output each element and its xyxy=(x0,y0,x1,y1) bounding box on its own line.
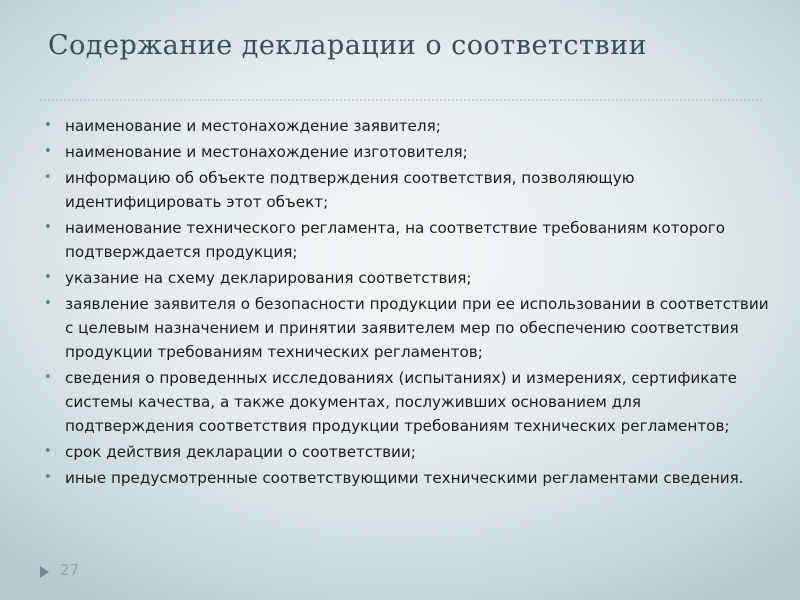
slide-title: Содержание декларации о соответствии xyxy=(48,30,648,61)
bullet-list xyxy=(44,114,774,492)
list-item xyxy=(44,114,774,138)
list-item xyxy=(44,466,774,490)
list-item xyxy=(44,366,774,438)
list-item-text: заявление заявителя о безопасности продукции при ее использовании в соответствии с целевым назначением и принятии заявителем мер по обеспечению соответствия продукции требованиям технических регламентов; xyxy=(65,295,769,361)
list-item xyxy=(44,166,774,214)
list-item-text: информацию об объекте подтверждения соответствия, позволяющую идентифицировать этот объект; xyxy=(65,169,635,211)
list-item xyxy=(44,266,774,290)
list-item-text: наименование технического регламента, на соответствие требованиям которого подтверждается продукция; xyxy=(65,219,726,261)
triangle-arrow-icon xyxy=(40,566,49,578)
bullet-icon: • xyxy=(44,444,52,459)
bullet-icon: • xyxy=(44,118,52,133)
slide-number: 27 xyxy=(60,561,80,579)
bullet-icon: • xyxy=(44,370,52,385)
list-item-text: срок действия декларации о соответствии; xyxy=(65,443,416,461)
bullet-icon: • xyxy=(44,144,52,159)
list-item xyxy=(44,216,774,264)
list-item xyxy=(44,440,774,464)
list-item-text: наименование и местонахождение изготовителя; xyxy=(65,143,468,161)
bullet-icon: • xyxy=(44,270,52,285)
bullet-icon: • xyxy=(44,170,52,185)
list-item-text: иные предусмотренные соответствующими техническими регламентами сведения. xyxy=(65,469,744,487)
list-item xyxy=(44,140,774,164)
bullet-icon: • xyxy=(44,296,52,311)
list-item-text: наименование и местонахождение заявителя; xyxy=(65,117,441,135)
bullet-icon: • xyxy=(44,470,52,485)
list-item-text: сведения о проведенных исследованиях (испытаниях) и измерениях, сертификате системы качества, а также документах, послуживших основанием для подтверждения соответствия продукции требованиям технических регламентов; xyxy=(65,369,737,435)
bullet-icon: • xyxy=(44,220,52,235)
list-item-text: указание на схему декларирования соответствия; xyxy=(65,269,472,287)
title-divider xyxy=(40,99,762,101)
list-item xyxy=(44,292,774,364)
